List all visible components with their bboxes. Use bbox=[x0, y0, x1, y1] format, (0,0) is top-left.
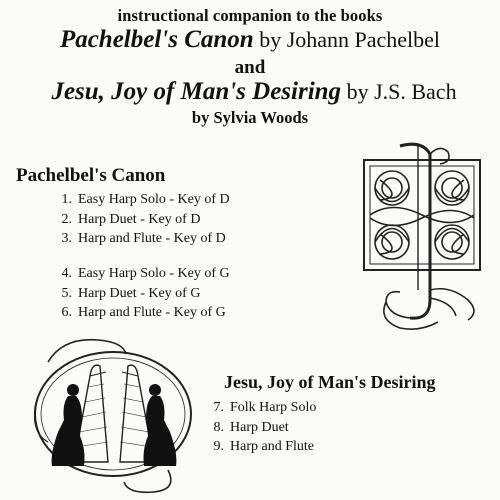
track-label: Harp Duet - Key of D bbox=[78, 211, 201, 227]
track-item bbox=[52, 210, 230, 230]
track-number: 3. bbox=[61, 231, 72, 246]
book-title-1-composer: by Johann Pachelbel bbox=[253, 27, 441, 52]
track-item bbox=[204, 418, 316, 438]
jesu-section-title: Jesu, Joy of Man's Desiring bbox=[224, 372, 436, 392]
track-item bbox=[52, 229, 230, 249]
track-label: Folk Harp Solo bbox=[230, 400, 317, 415]
jesu-track-list bbox=[204, 398, 316, 457]
track-item bbox=[52, 190, 230, 210]
and-word: and bbox=[234, 57, 266, 78]
book-title-2 bbox=[8, 78, 500, 106]
book-title-1 bbox=[0, 26, 500, 54]
book-title-2-composer: by J.S. Bach bbox=[341, 79, 457, 104]
harpists-illustration bbox=[28, 332, 208, 497]
track-number: 5. bbox=[61, 285, 72, 301]
canon-section-title: Pachelbel's Canon bbox=[16, 165, 166, 186]
celtic-knot-illustration bbox=[360, 140, 490, 335]
canon-track-list-key-d bbox=[52, 190, 230, 249]
track-label: Harp and Flute bbox=[230, 439, 314, 454]
track-number: 7. bbox=[213, 400, 224, 415]
track-item bbox=[204, 437, 316, 457]
track-item bbox=[204, 398, 316, 418]
track-number: 8. bbox=[213, 419, 224, 435]
track-label: Harp and Flute - Key of D bbox=[78, 231, 226, 246]
author-byline: by Sylvia Woods bbox=[191, 108, 309, 127]
book-title-2-name: Jesu, Joy of Man's Desiring bbox=[51, 78, 342, 105]
track-label: Harp Duet - Key of G bbox=[78, 285, 201, 301]
track-item bbox=[52, 303, 230, 323]
track-label: Easy Harp Solo - Key of G bbox=[78, 266, 230, 281]
track-number: 4. bbox=[61, 266, 72, 281]
book-title-1-name: Pachelbel's Canon bbox=[59, 26, 254, 53]
intro-line: instructional companion to the books bbox=[117, 6, 383, 25]
track-number: 2. bbox=[61, 211, 72, 227]
track-number: 6. bbox=[61, 305, 72, 320]
track-item bbox=[52, 284, 230, 304]
track-item bbox=[52, 264, 230, 284]
track-label: Easy Harp Solo - Key of D bbox=[78, 192, 230, 207]
track-label: Harp and Flute - Key of G bbox=[78, 305, 226, 320]
canon-track-list-key-g bbox=[52, 264, 230, 323]
track-number: 1. bbox=[61, 192, 72, 207]
track-label: Harp Duet bbox=[230, 419, 289, 435]
track-number: 9. bbox=[213, 439, 224, 454]
